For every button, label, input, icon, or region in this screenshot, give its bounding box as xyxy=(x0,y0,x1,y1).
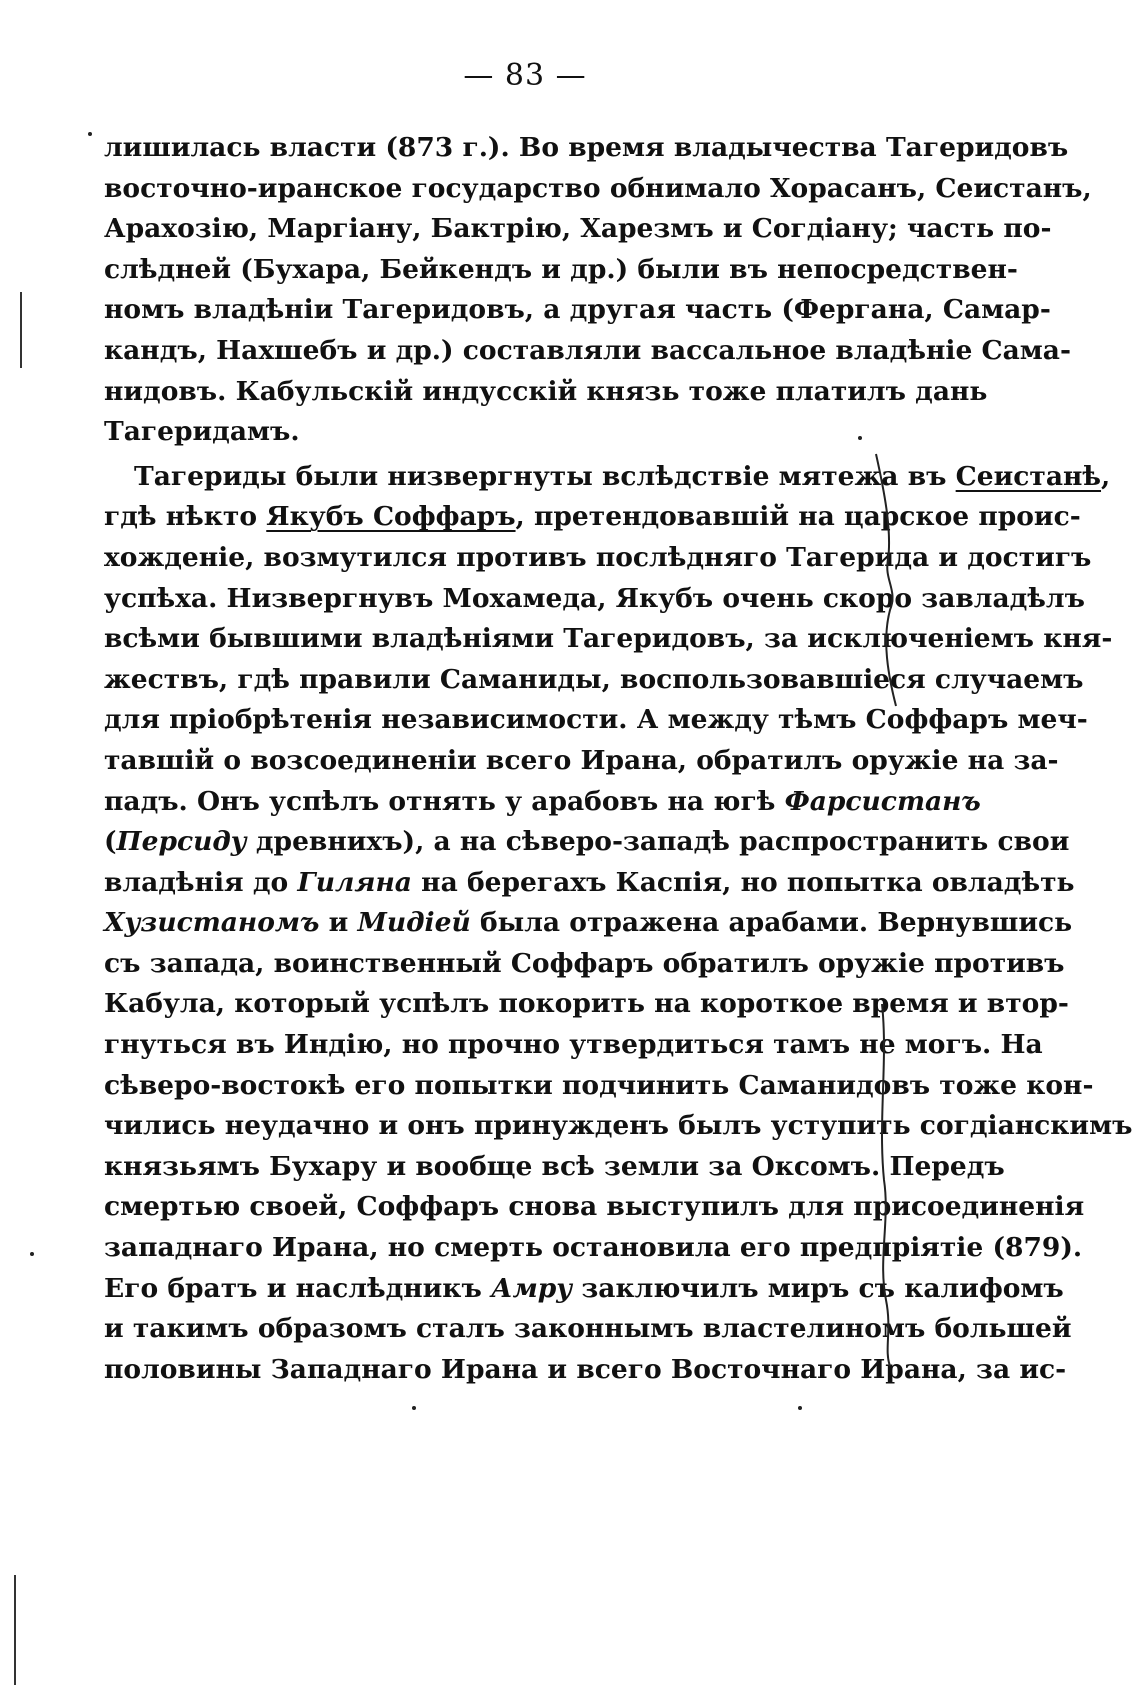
text-segment: тавшій о возсоединеніи всего Ирана, обратилъ оружіе на за- xyxy=(104,744,1059,776)
text-line xyxy=(104,863,1075,904)
text-segment: , претендовавшій на царское проис- xyxy=(515,501,1081,533)
text-line xyxy=(104,372,988,413)
text-segment: владѣнія до xyxy=(104,866,298,898)
text-line xyxy=(104,250,1018,291)
text-line xyxy=(104,331,1071,372)
italic-term: Персиду xyxy=(116,826,247,858)
text-segment: на берегахъ Каспія, но попытка овладѣть xyxy=(411,866,1075,898)
text-segment: для пріобрѣтенія независимости. А между тѣмъ Соффаръ меч- xyxy=(104,704,1088,736)
text-segment: нидовъ. Кабульскій индусскій князь тоже платилъ дань xyxy=(104,375,988,407)
body-text xyxy=(104,128,1133,1390)
speck xyxy=(30,1252,34,1256)
margin-bracket-mark xyxy=(870,450,910,710)
text-segment: Арахозію, Маргіану, Бактрію, Харезмъ и Согдіану; часть по- xyxy=(104,213,1052,245)
margin-bracket-mark xyxy=(872,1000,912,1370)
text-segment: смертью своей, Соффаръ снова выступилъ для присоединенія xyxy=(104,1191,1085,1223)
text-segment: съ запада, воинственный Соффаръ обратилъ оружіе противъ xyxy=(104,947,1065,979)
text-line xyxy=(104,497,1081,538)
text-line xyxy=(104,903,1073,944)
text-line xyxy=(104,169,1092,210)
italic-term: Амру xyxy=(491,1272,573,1304)
text-line xyxy=(104,128,1069,169)
text-segment: кандъ, Нахшебъ и др.) составляли вассальное владѣніе Сама- xyxy=(104,334,1071,366)
text-segment: гнуться въ Индію, но прочно утвердиться тамъ не могъ. На xyxy=(104,1029,1043,1061)
underlined-text: Сеистанѣ xyxy=(955,460,1102,492)
text-line xyxy=(104,1350,1067,1391)
text-segment: Его братъ и наслѣдникъ xyxy=(104,1272,491,1304)
text-line xyxy=(104,1147,1005,1188)
text-segment: Кабула, который успѣлъ покорить на короткое время и втор- xyxy=(104,988,1069,1020)
text-segment: сѣверо-востокѣ его попытки подчинить Саманидовъ тоже кон- xyxy=(104,1069,1094,1101)
text-segment: восточно-иранское государство обнимало Хорасанъ, Сеистанъ, xyxy=(104,172,1092,204)
speck xyxy=(88,132,92,136)
text-segment: князьямъ Бухару и вообще всѣ земли за Оксомъ. Передъ xyxy=(104,1150,1005,1182)
text-line xyxy=(104,209,1052,250)
margin-line-mark xyxy=(16,290,26,370)
text-segment: падъ. Онъ успѣлъ отнять у арабовъ на югѣ xyxy=(104,785,785,817)
italic-term: Мидіей xyxy=(357,907,471,939)
text-segment: успѣха. Низвергнувъ Мохамеда, Якубъ очень скоро завладѣлъ xyxy=(104,582,1085,614)
text-segment: заключилъ миръ съ калифомъ xyxy=(572,1272,1064,1304)
text-line xyxy=(104,412,940,453)
italic-term: Фарсистанъ xyxy=(784,785,981,817)
text-line xyxy=(104,579,1085,620)
text-segment: и такимъ образомъ сталъ законнымъ властелиномъ большей xyxy=(104,1313,1072,1345)
text-segment: была отражена арабами. Вернувшись xyxy=(470,907,1073,939)
text-line xyxy=(104,538,1092,579)
italic-term: Гиляна xyxy=(297,866,412,898)
italic-term: Хузистаномъ xyxy=(104,907,320,939)
text-segment: номъ владѣніи Тагеридовъ, а другая часть (Фергана, Самар- xyxy=(104,294,1051,326)
scan-edge-line xyxy=(14,1575,16,1685)
text-line xyxy=(104,700,1088,741)
text-line xyxy=(104,741,1059,782)
text-segment: чились неудачно и онъ принужденъ былъ уступить согдіанскимъ xyxy=(104,1110,1133,1142)
text-line xyxy=(104,1228,1083,1269)
text-segment: западнаго Ирана, но смерть остановила его предпріятіе (879). xyxy=(104,1232,1083,1264)
text-segment: лишилась власти (873 г.). Во время владычества Тагеридовъ xyxy=(104,132,1069,163)
text-line xyxy=(104,1187,1085,1228)
text-segment: , xyxy=(1101,460,1111,492)
text-line xyxy=(104,984,1069,1025)
speck xyxy=(858,436,862,440)
speck xyxy=(798,1406,802,1410)
text-line xyxy=(104,660,1084,701)
speck xyxy=(412,1406,416,1410)
text-segment: гдѣ нѣкто xyxy=(104,501,267,533)
text-line xyxy=(104,782,981,823)
text-segment: хожденіе, возмутился противъ послѣдняго Тагерида и достигъ xyxy=(104,541,1092,573)
text-line xyxy=(104,457,1111,498)
text-segment: всѣми бывшими владѣніями Тагеридовъ, за исключеніемъ кня- xyxy=(104,623,1113,655)
underlined-text: Якубъ Соффаръ xyxy=(266,501,516,533)
text-segment: Тагериды были низвергнуты вслѣдствіе мятежа въ xyxy=(134,460,956,492)
text-line xyxy=(104,290,1051,331)
text-segment: и xyxy=(319,907,358,939)
text-segment: древнихъ), а на сѣверо-западѣ распространить свои xyxy=(246,826,1070,858)
text-segment: половины Западнаго Ирана и всего Восточнаго Ирана, за ис- xyxy=(104,1353,1067,1385)
text-line xyxy=(104,1269,1064,1310)
page-number: — 83 — xyxy=(463,58,587,93)
text-line xyxy=(104,1066,1094,1107)
text-line xyxy=(104,822,1070,863)
text-line xyxy=(104,619,1113,660)
text-segment: слѣдней (Бухара, Бейкендъ и др.) были въ непосредствен- xyxy=(104,253,1018,285)
text-line xyxy=(104,944,1065,985)
text-line xyxy=(104,1025,1043,1066)
text-segment: ( xyxy=(104,826,117,858)
text-segment: Тагеридамъ. xyxy=(104,416,300,448)
text-line xyxy=(104,1309,1072,1350)
text-segment: жествъ, гдѣ правили Саманиды, воспользовавшіеся случаемъ xyxy=(104,663,1084,695)
text-line xyxy=(104,1106,1133,1147)
